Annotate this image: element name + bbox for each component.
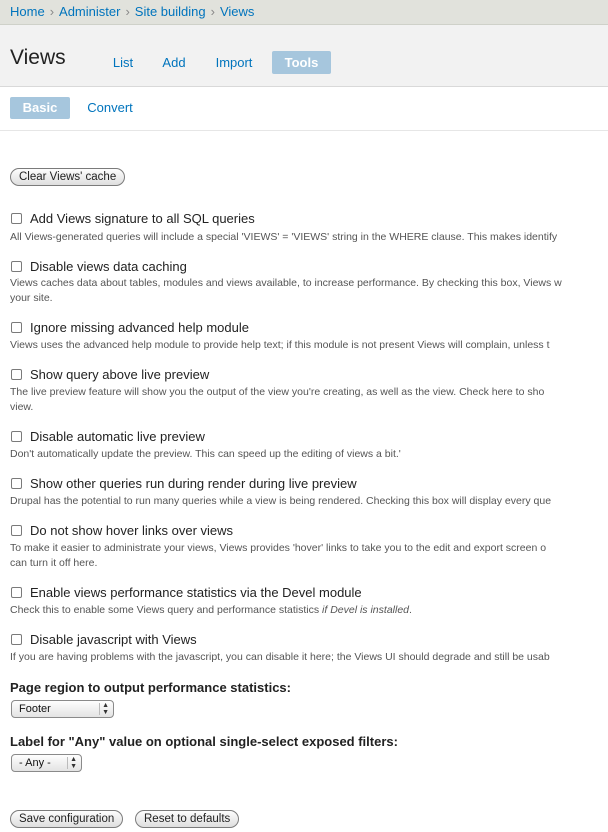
tab-add[interactable]: Add — [162, 55, 186, 70]
checkbox[interactable] — [11, 261, 22, 272]
setting-label: Add Views signature to all SQL queries — [30, 211, 255, 226]
description-text: . — [409, 604, 412, 616]
setting-description: All Views-generated queries will include a special 'VIEWS' = 'VIEWS' string in the WHERE clause. This makes identify — [10, 231, 558, 243]
setting-description: Don't automatically update the preview. This can speed up the editing of views a bit.' — [10, 448, 401, 460]
breadcrumb-home[interactable]: Home — [10, 4, 45, 19]
save-configuration-button[interactable]: Save configuration — [10, 810, 123, 828]
any-label-label: Label for "Any" value on optional single-select exposed filters: — [10, 734, 398, 749]
select-value: Footer — [19, 703, 51, 715]
setting-disable-js[interactable] — [11, 632, 197, 648]
tab-tools[interactable]: Tools — [272, 51, 331, 74]
setting-no-hover-links[interactable] — [11, 523, 233, 539]
breadcrumb — [10, 0, 254, 24]
setting-ignore-help[interactable] — [11, 320, 249, 336]
checkbox[interactable] — [11, 369, 22, 380]
select-divider — [67, 757, 68, 769]
description-emphasis: if Devel is installed — [322, 604, 409, 616]
page-title: Views — [10, 46, 66, 69]
setting-description: To make it easier to administrate your views, Views provides 'hover' links to take you to the edit and export screen o — [10, 542, 547, 554]
setting-label: Disable javascript with Views — [30, 632, 197, 647]
page-header — [0, 25, 608, 87]
breadcrumb-administer[interactable]: Administer — [59, 4, 121, 19]
setting-sql-signature[interactable] — [11, 211, 255, 227]
setting-description: view. — [10, 401, 34, 413]
setting-description: Drupal has the potential to run many queries while a view is being rendered. Checking this box will display every que — [10, 495, 552, 507]
tab-list[interactable]: List — [112, 55, 134, 70]
setting-description: The live preview feature will show you the output of the view you're creating, as well as the view. Check here to sho — [10, 386, 545, 398]
description-text: Check this to enable some Views query and performance statistics — [10, 604, 323, 616]
checkbox[interactable] — [11, 478, 22, 489]
breadcrumb-separator: › — [49, 4, 55, 19]
setting-label: Show query above live preview — [30, 367, 210, 382]
setting-label: Disable views data caching — [30, 259, 187, 274]
setting-label: Disable automatic live preview — [30, 429, 205, 444]
breadcrumb-bar — [0, 0, 608, 25]
setting-show-other-queries[interactable] — [11, 476, 357, 492]
select-divider — [99, 703, 100, 715]
setting-label: Enable views performance statistics via the Devel module — [30, 585, 362, 600]
setting-description: Views uses the advanced help module to provide help text; if this module is not present Views will complain, unless t — [10, 339, 550, 351]
setting-description: can turn it off here. — [10, 557, 98, 569]
checkbox[interactable] — [11, 431, 22, 442]
setting-show-query[interactable] — [11, 367, 209, 383]
setting-description — [10, 603, 608, 619]
updown-arrows-icon: ▲ ▼ — [70, 756, 77, 770]
perf-region-select[interactable] — [11, 700, 114, 718]
setting-description: Views caches data about tables, modules and views available, to increase performance. By checking this box, Views w — [10, 277, 562, 289]
setting-label: Ignore missing advanced help module — [30, 320, 249, 335]
breadcrumb-separator: › — [210, 4, 215, 19]
checkbox[interactable] — [11, 587, 22, 598]
breadcrumb-site-building[interactable]: Site building — [134, 4, 206, 19]
setting-description: your site. — [10, 292, 53, 304]
secondary-tabs — [0, 87, 608, 131]
breadcrumb-views[interactable]: Views — [219, 4, 255, 19]
updown-arrows-icon: ▲ ▼ — [102, 702, 109, 716]
setting-disable-caching[interactable] — [11, 259, 187, 275]
tab-import[interactable]: Import — [215, 55, 253, 70]
any-label-select[interactable] — [11, 754, 82, 772]
subtab-convert[interactable]: Convert — [87, 100, 133, 115]
perf-region-label: Page region to output performance statistics: — [10, 680, 291, 695]
setting-devel-stats[interactable] — [11, 585, 362, 601]
breadcrumb-separator: › — [125, 4, 130, 19]
select-value: - Any - — [19, 757, 51, 769]
checkbox[interactable] — [11, 322, 22, 333]
checkbox[interactable] — [11, 213, 22, 224]
checkbox[interactable] — [11, 634, 22, 645]
subtab-basic[interactable]: Basic — [10, 97, 70, 119]
checkbox[interactable] — [11, 525, 22, 536]
reset-to-defaults-button[interactable]: Reset to defaults — [135, 810, 239, 828]
setting-description: If you are having problems with the javascript, you can disable it here; the Views UI should degrade and still be usab — [10, 651, 550, 663]
setting-label: Show other queries run during render during live preview — [30, 476, 357, 491]
setting-label: Do not show hover links over views — [30, 523, 234, 538]
setting-disable-live-preview[interactable] — [11, 429, 205, 445]
clear-cache-button[interactable]: Clear Views' cache — [10, 168, 125, 186]
